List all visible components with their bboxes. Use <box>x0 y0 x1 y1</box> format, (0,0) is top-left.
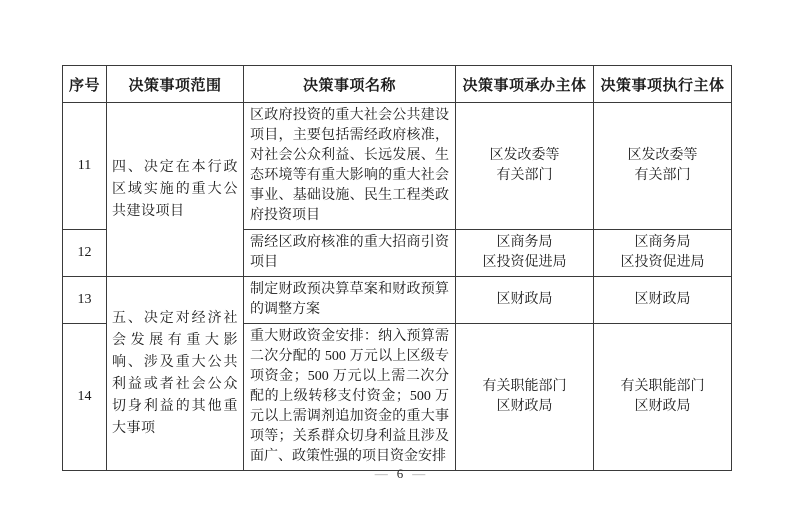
undertaker-line: 区财政局 <box>496 399 553 414</box>
undertaker-line: 区财政局 <box>496 292 553 307</box>
undertaker-line: 区商务局 <box>496 235 553 250</box>
executor-line: 区商务局 <box>634 235 691 250</box>
scope-cell: 四、决定在本行政区域实施的重大公共建设项目 <box>107 103 244 277</box>
table-row <box>63 103 732 230</box>
executor-line: 区投资促进局 <box>620 255 705 270</box>
name-cell: 需经区政府核准的重大招商引资项目 <box>244 230 456 277</box>
decision-matters-table <box>62 65 732 471</box>
name-cell: 制定财政预决算草案和财政预算的调整方案 <box>244 277 456 324</box>
seq-cell: 12 <box>63 230 107 277</box>
executor-line: 有关部门 <box>634 168 691 183</box>
undertaker-line: 有关部门 <box>496 168 553 183</box>
seq-cell: 13 <box>63 277 107 324</box>
seq-cell: 11 <box>63 103 107 230</box>
header-cell-undertaker: 决策事项承办主体 <box>456 66 594 103</box>
page-number-right-dash: — <box>412 466 426 481</box>
executor-cell <box>594 103 732 230</box>
page-number-left-dash: — <box>374 466 388 481</box>
seq-cell: 14 <box>63 324 107 471</box>
executor-line: 有关职能部门 <box>620 379 705 394</box>
executor-cell <box>594 230 732 277</box>
scope-cell: 五、决定对经济社会发展有重大影响、涉及重大公共利益或者社会公众切身利益的其他重大事项 <box>107 277 244 471</box>
table-row <box>63 277 732 324</box>
header-cell-scope: 决策事项范围 <box>107 66 244 103</box>
undertaker-cell <box>456 324 594 471</box>
page-number <box>0 466 800 482</box>
undertaker-line: 区投资促进局 <box>482 255 567 270</box>
header-cell-executor: 决策事项执行主体 <box>594 66 732 103</box>
executor-line: 区发改委等 <box>627 148 698 163</box>
table-header-row <box>63 66 732 103</box>
undertaker-cell <box>456 103 594 230</box>
executor-cell <box>594 277 732 324</box>
header-cell-seq: 序号 <box>63 66 107 103</box>
undertaker-line: 区发改委等 <box>489 148 560 163</box>
executor-line: 区财政局 <box>634 292 691 307</box>
undertaker-cell <box>456 277 594 324</box>
header-cell-name: 决策事项名称 <box>244 66 456 103</box>
page-number-value: 6 <box>396 466 404 481</box>
name-cell: 重大财政资金安排：纳入预算需二次分配的 500 万元以上区级专项资金；500 万元以上需二次分配的上级转移支付资金；500 万元以上需调剂追加资金的重大事项等；关系群众切身利益且涉及面广、政策性强的项目资金安排 <box>244 324 456 471</box>
executor-line: 区财政局 <box>634 399 691 414</box>
executor-cell <box>594 324 732 471</box>
undertaker-cell <box>456 230 594 277</box>
undertaker-line: 有关职能部门 <box>482 379 567 394</box>
name-cell: 区政府投资的重大社会公共建设项目，主要包括需经政府核准，对社会公众利益、长远发展、生态环境等有重大影响的重大社会事业、基础设施、民生工程类政府投资项目 <box>244 103 456 230</box>
